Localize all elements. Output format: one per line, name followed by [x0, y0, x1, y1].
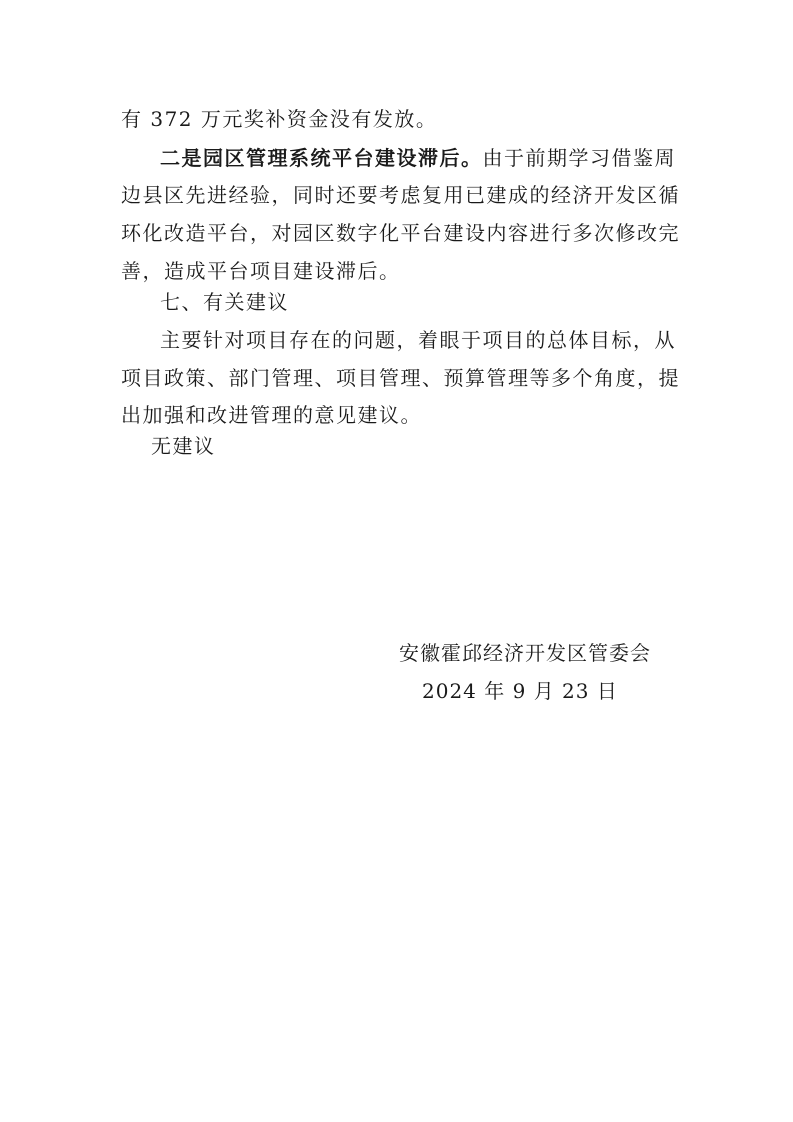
paragraph-line: 项目政策、部门管理、项目管理、预算管理等多个角度，提: [121, 366, 680, 390]
section-heading: 七、有关建议: [160, 290, 289, 314]
paragraph-line: 善，造成平台项目建设滞后。: [121, 259, 401, 283]
paragraph-text: 由于前期学习借鉴周: [482, 146, 676, 170]
paragraph-lead-heading: 二是园区管理系统平台建设滞后。: [160, 146, 483, 170]
paragraph-line: 环化改造平台，对园区数字化平台建设内容进行多次修改完: [121, 221, 680, 245]
paragraph-line: [160, 146, 676, 170]
paragraph-line: 有 372 万元奖补资金没有发放。: [121, 107, 438, 131]
paragraph-line: 出加强和改进管理的意见建议。: [121, 403, 422, 427]
paragraph-line: 无建议: [151, 434, 216, 458]
paragraph-line: 主要针对项目存在的问题，着眼于项目的总体目标，从: [160, 328, 676, 352]
signature-date: 2024 年 9 月 23 日: [422, 679, 618, 703]
paragraph-line: 边县区先进经验，同时还要考虑复用已建成的经济开发区循: [121, 183, 680, 207]
signature-organization: 安徽霍邱经济开发区管委会: [399, 641, 651, 665]
